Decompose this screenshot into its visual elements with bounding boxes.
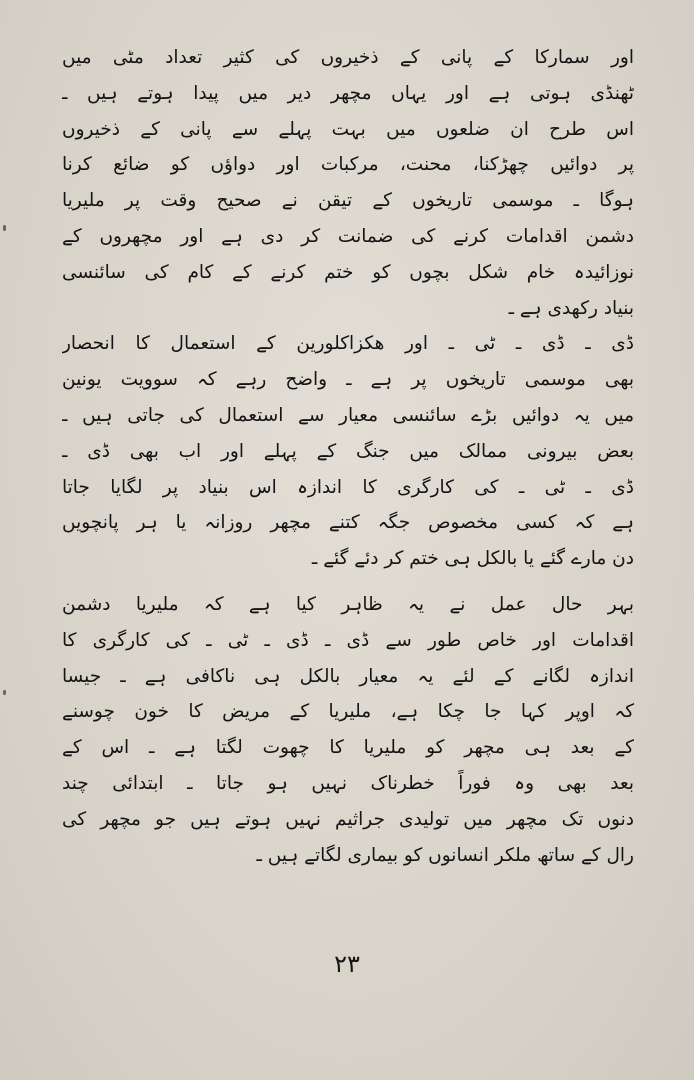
text-line: کہ اوپر کہا جا چکا ہے، ملیریا کے مریض کا خون چوسنے bbox=[62, 701, 634, 723]
text-line: کے بعد ہی مچھر کو ملیریا کا چھوت لگتا ہے ـ اس کے bbox=[62, 737, 634, 759]
text-line: رال کے ساتھ ملکر انسانوں کو بیماری لگاتے ہیں ـ bbox=[256, 844, 634, 866]
text-line: پر دوائیں چھڑکنا، محنت، مرکبات اور دواؤں کو ضائع کرنا bbox=[62, 154, 634, 176]
text-line: ہے کہ کسی مخصوص جگہ کتنے مچھر روزانہ یا ہر پانچویں bbox=[62, 512, 634, 534]
text-line: اندازہ لگانے کے لئے یہ معیار بالکل ہی ناکافی ہے ـ جیسا bbox=[62, 665, 634, 687]
text-line: نوزائیدہ خام شکل بچوں کو ختم کرنے کے کام کی سائنسی bbox=[62, 261, 634, 283]
text-line: ڈی ـ ڈی ـ ٹی ـ اور ھکزاکلورین کے استعمال کا انحصار bbox=[62, 333, 634, 355]
text-line: ڈی ـ ٹی ـ کی کارگری کا اندازہ اس بنیاد پر لگایا جاتا bbox=[62, 476, 634, 498]
paragraph-2 bbox=[62, 326, 634, 577]
text-line: اقدامات اور خاص طور سے ڈی ـ ڈی ـ ٹی ـ کی کارگری کا bbox=[62, 629, 634, 651]
text-line: دن مارے گئے یا بالکل ہی ختم کر دئے گئے ـ bbox=[311, 548, 634, 570]
text-line: بعد بھی وہ فوراً خطرناک نہیں ہو جاتا ـ ابتدائی چند bbox=[62, 772, 634, 794]
text-line: ہوگا ـ موسمی تاریخوں کے تیقن نے صحیح وقت پر ملیریا bbox=[62, 190, 634, 212]
text-line: دنوں تک مچھر میں تولیدی جراثیم نہیں ہوتے ہیں جو مچھر کی bbox=[62, 808, 634, 830]
margin-mark bbox=[3, 690, 6, 695]
text-line: اور سمارکا کے پانی کے ذخیروں کی کثیر تعداد مٹی میں bbox=[62, 47, 634, 68]
margin-mark bbox=[3, 225, 6, 231]
text-line: بنیاد رکھدی ہے ـ bbox=[508, 297, 634, 319]
paragraph-3 bbox=[62, 587, 634, 873]
text-line: بعض بیرونی ممالک میں جنگ کے پہلے اور اب بھی ڈی ـ bbox=[62, 440, 634, 462]
page-number: ۲۳ bbox=[334, 950, 360, 978]
text-line: بہر حال عمل نے یہ ظاہر کیا ہے کہ ملیریا دشمن bbox=[62, 593, 634, 615]
text-line: میں یہ دوائیں بڑے سائنسی معیار سے استعمال کی جاتی ہیں ـ bbox=[62, 404, 634, 426]
text-line: اس طرح ان ضلعوں میں بہت پہلے سے پانی کے ذخیروں bbox=[62, 118, 634, 140]
text-line: بھی موسمی تاریخوں پر ہے ـ واضح رہے کہ سوویت یونین bbox=[62, 369, 634, 391]
body-text bbox=[62, 40, 634, 873]
paragraph-1 bbox=[62, 40, 634, 326]
text-line: ٹھنڈی ہوتی ہے اور یہاں مچھر دیر میں پیدا ہوتے ہیں ـ bbox=[62, 82, 634, 104]
paragraph-gap bbox=[62, 577, 634, 587]
text-line: دشمن اقدامات کرنے کی ضمانت کر دی ہے اور مچھروں کے bbox=[62, 225, 634, 247]
